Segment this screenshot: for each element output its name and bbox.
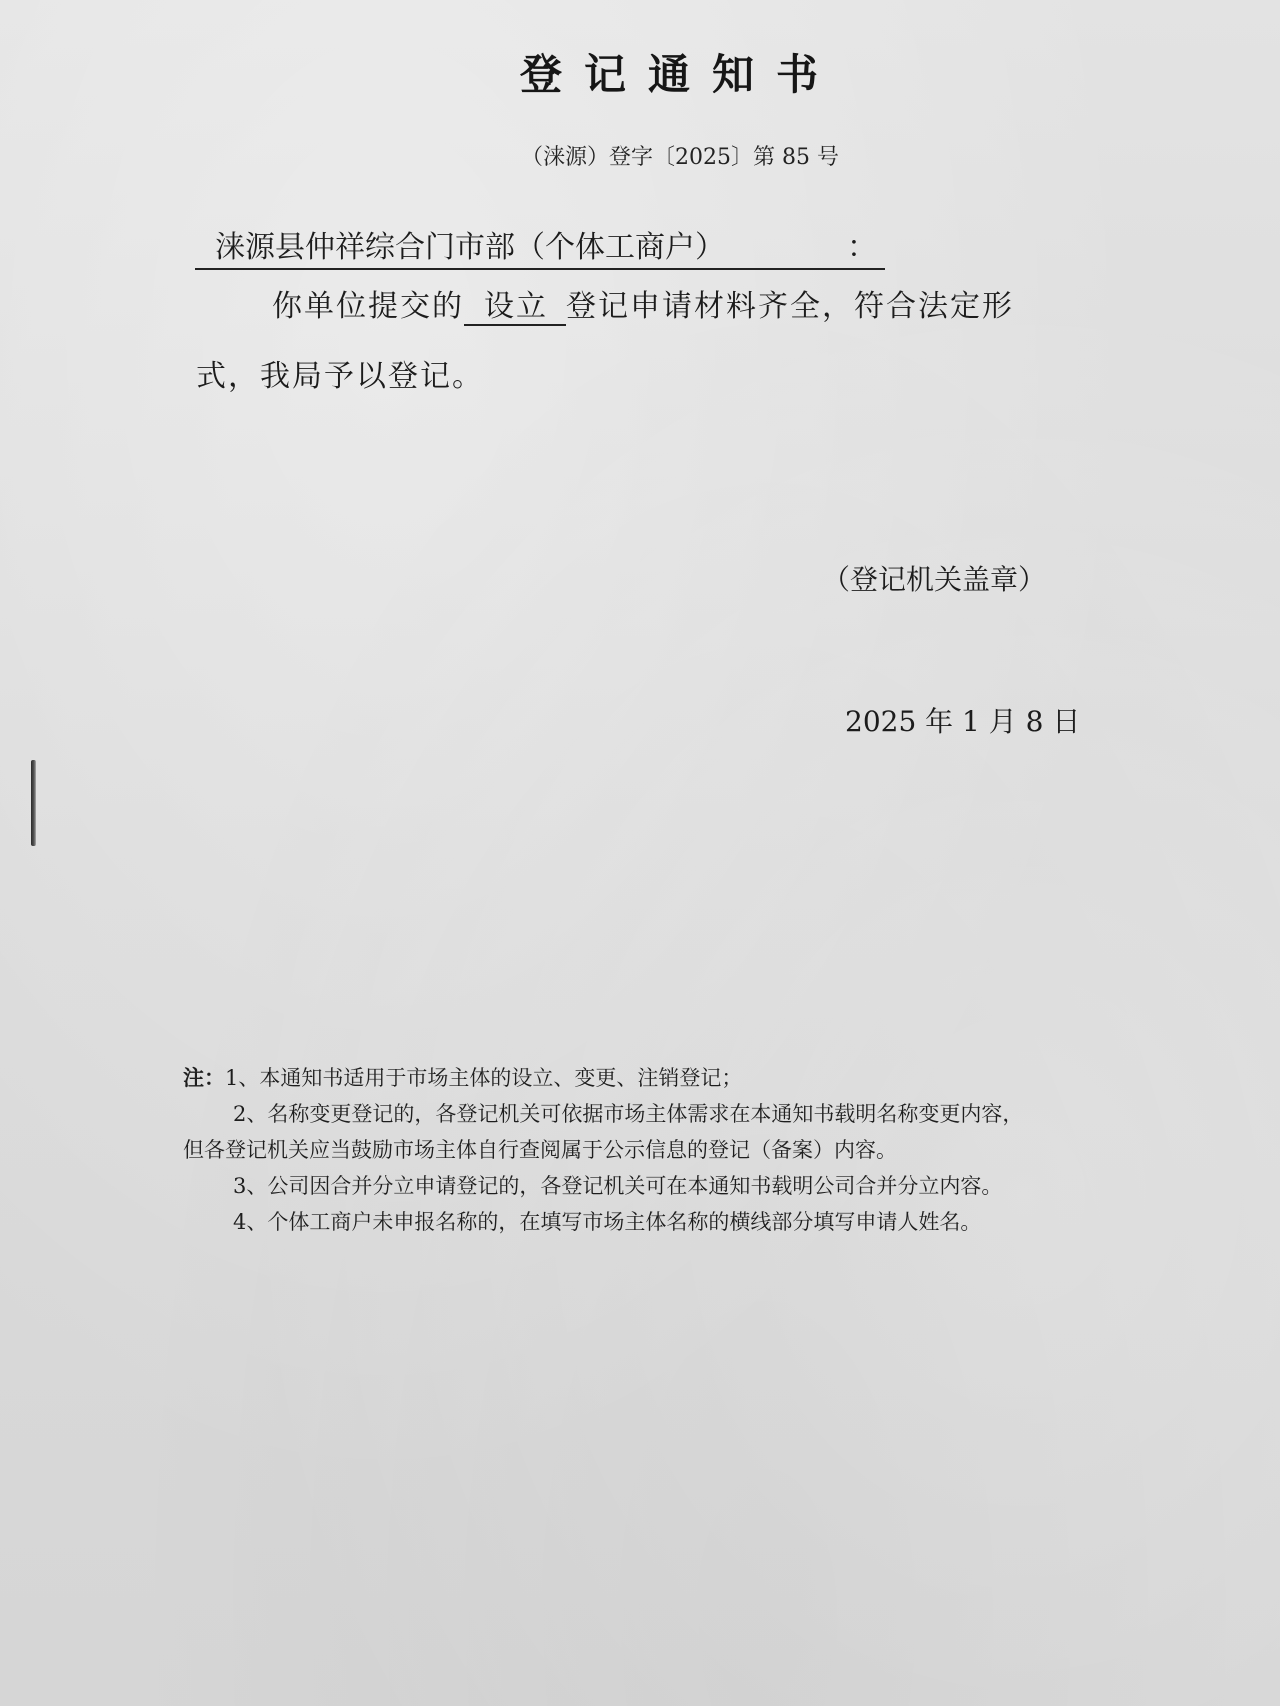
- body-suffix: 登记申请材料齐全，符合法定形: [566, 289, 1014, 324]
- note-item-4: 4、个体工商户未申报名称的，在填写市场主体名称的横线部分填写申请人姓名。: [233, 1210, 982, 1234]
- body-line-2: 式，我局予以登记。: [196, 359, 484, 394]
- registration-type-field: 设立: [464, 290, 566, 326]
- note-item-2: 2、名称变更登记的，各登记机关可依据市场主体需求在本通知书载明名称变更内容，: [233, 1102, 1024, 1126]
- notes-prefix: 注：: [183, 1065, 225, 1090]
- notes-section: [183, 1060, 1023, 1240]
- body-line-1: [272, 281, 1014, 326]
- note-item-2-continued: 但各登记机关应当鼓励市场主体自行查阅属于公示信息的登记（备案）内容。: [183, 1138, 897, 1162]
- issue-date: 2025 年 1 月 8 日: [845, 705, 1081, 738]
- addressee-line: [195, 222, 885, 270]
- body-prefix: 你单位提交的: [272, 289, 464, 324]
- seal-placeholder: （登记机关盖章）: [822, 563, 1047, 596]
- note-item-3: 3、公司因合并分立申请登记的，各登记机关可在本通知书载明公司合并分立内容。: [233, 1174, 1003, 1198]
- addressee-name: 涞源县仲祥综合门市部（个体工商户）: [215, 230, 725, 265]
- note-item-1: 注：1、本通知书适用于市场主体的设立、变更、注销登记；: [183, 1065, 743, 1090]
- document-number: （涞源）登字〔2025〕第 85 号: [521, 145, 839, 170]
- document-title: 登记通知书: [519, 50, 840, 99]
- staple-icon: [31, 760, 36, 846]
- addressee-colon: ：: [847, 230, 877, 265]
